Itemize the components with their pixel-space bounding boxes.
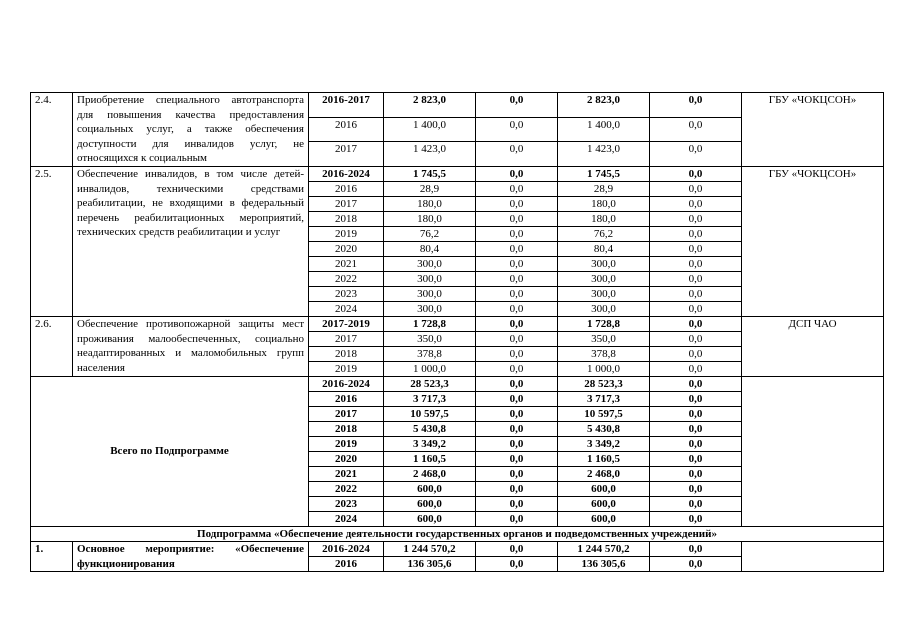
total-amount-cell: 1 400,0 xyxy=(384,117,476,142)
regional-amount-cell: 136 305,6 xyxy=(558,557,650,572)
year-cell: 2016 xyxy=(309,557,384,572)
measure-description: Обеспечение противопожарной защиты мест проживания малообеспеченных, социально неадаптированных и маломобильных групп населения xyxy=(73,316,309,376)
regional-amount-cell: 10 597,5 xyxy=(558,406,650,421)
regional-amount-cell: 300,0 xyxy=(558,271,650,286)
executor-cell-empty xyxy=(742,541,884,571)
federal-amount-cell: 0,0 xyxy=(476,256,558,271)
other-amount-cell: 0,0 xyxy=(650,316,742,331)
federal-amount-cell: 0,0 xyxy=(476,391,558,406)
year-cell: 2018 xyxy=(309,211,384,226)
total-amount-cell: 3 717,3 xyxy=(384,391,476,406)
other-amount-cell: 0,0 xyxy=(650,421,742,436)
other-amount-cell: 0,0 xyxy=(650,166,742,181)
executor-cell-empty xyxy=(742,376,884,526)
measure-description: Обеспечение инвалидов, в том числе детей-инвалидов, техническими средствами реабилитации, не входящими в федеральный перечень реабилитационных мероприятий, технических средств реабилитации и услуг xyxy=(73,166,309,316)
total-amount-cell: 28,9 xyxy=(384,181,476,196)
federal-amount-cell: 0,0 xyxy=(476,196,558,211)
total-amount-cell: 1 244 570,2 xyxy=(384,541,476,556)
total-amount-cell: 600,0 xyxy=(384,511,476,526)
federal-amount-cell: 0,0 xyxy=(476,271,558,286)
regional-amount-cell: 600,0 xyxy=(558,511,650,526)
federal-amount-cell: 0,0 xyxy=(476,436,558,451)
other-amount-cell: 0,0 xyxy=(650,346,742,361)
federal-amount-cell: 0,0 xyxy=(476,361,558,376)
year-cell: 2016 xyxy=(309,391,384,406)
year-cell: 2016 xyxy=(309,181,384,196)
measure-number: 2.5. xyxy=(31,166,73,316)
total-amount-cell: 1 423,0 xyxy=(384,142,476,167)
other-amount-cell: 0,0 xyxy=(650,301,742,316)
federal-amount-cell: 0,0 xyxy=(476,301,558,316)
other-amount-cell: 0,0 xyxy=(650,391,742,406)
other-amount-cell: 0,0 xyxy=(650,436,742,451)
year-cell: 2018 xyxy=(309,346,384,361)
year-cell: 2019 xyxy=(309,436,384,451)
total-amount-cell: 600,0 xyxy=(384,481,476,496)
other-amount-cell: 0,0 xyxy=(650,256,742,271)
total-amount-cell: 3 349,2 xyxy=(384,436,476,451)
other-amount-cell: 0,0 xyxy=(650,226,742,241)
executor-cell: ГБУ «ЧОКЦСОН» xyxy=(742,93,884,167)
regional-amount-cell: 2 823,0 xyxy=(558,93,650,118)
regional-amount-cell: 600,0 xyxy=(558,496,650,511)
year-cell: 2016-2024 xyxy=(309,376,384,391)
total-amount-cell: 1 728,8 xyxy=(384,316,476,331)
total-amount-cell: 1 000,0 xyxy=(384,361,476,376)
total-amount-cell: 5 430,8 xyxy=(384,421,476,436)
total-amount-cell: 1 160,5 xyxy=(384,451,476,466)
regional-amount-cell: 1 160,5 xyxy=(558,451,650,466)
regional-amount-cell: 300,0 xyxy=(558,286,650,301)
federal-amount-cell: 0,0 xyxy=(476,286,558,301)
section-header: Подпрограмма «Обеспечение деятельности государственных органов и подведомственных учреждений» xyxy=(31,526,884,541)
other-amount-cell: 0,0 xyxy=(650,117,742,142)
year-cell: 2022 xyxy=(309,271,384,286)
other-amount-cell: 0,0 xyxy=(650,181,742,196)
regional-amount-cell: 378,8 xyxy=(558,346,650,361)
total-amount-cell: 1 745,5 xyxy=(384,166,476,181)
total-amount-cell: 600,0 xyxy=(384,496,476,511)
other-amount-cell: 0,0 xyxy=(650,406,742,421)
regional-amount-cell: 1 400,0 xyxy=(558,117,650,142)
table-row xyxy=(31,541,884,556)
federal-amount-cell: 0,0 xyxy=(476,481,558,496)
other-amount-cell: 0,0 xyxy=(650,196,742,211)
federal-amount-cell: 0,0 xyxy=(476,541,558,556)
other-amount-cell: 0,0 xyxy=(650,376,742,391)
federal-amount-cell: 0,0 xyxy=(476,211,558,226)
measure-description: Основное мероприятие: «Обеспечение функционирования xyxy=(73,541,309,571)
subprogram-total-label: Всего по Подпрограмме xyxy=(31,376,309,526)
budget-table xyxy=(30,92,884,572)
executor-cell: ГБУ «ЧОКЦСОН» xyxy=(742,166,884,316)
year-cell: 2016-2024 xyxy=(309,166,384,181)
federal-amount-cell: 0,0 xyxy=(476,451,558,466)
regional-amount-cell: 180,0 xyxy=(558,211,650,226)
other-amount-cell: 0,0 xyxy=(650,511,742,526)
federal-amount-cell: 0,0 xyxy=(476,93,558,118)
federal-amount-cell: 0,0 xyxy=(476,181,558,196)
budget-table-body xyxy=(31,93,884,572)
year-cell: 2021 xyxy=(309,466,384,481)
federal-amount-cell: 0,0 xyxy=(476,406,558,421)
other-amount-cell: 0,0 xyxy=(650,142,742,167)
regional-amount-cell: 2 468,0 xyxy=(558,466,650,481)
year-cell: 2017 xyxy=(309,142,384,167)
regional-amount-cell: 1 423,0 xyxy=(558,142,650,167)
federal-amount-cell: 0,0 xyxy=(476,421,558,436)
total-amount-cell: 350,0 xyxy=(384,331,476,346)
total-amount-cell: 180,0 xyxy=(384,211,476,226)
federal-amount-cell: 0,0 xyxy=(476,316,558,331)
total-amount-cell: 300,0 xyxy=(384,286,476,301)
regional-amount-cell: 300,0 xyxy=(558,301,650,316)
year-cell: 2016-2024 xyxy=(309,541,384,556)
year-cell: 2019 xyxy=(309,361,384,376)
federal-amount-cell: 0,0 xyxy=(476,166,558,181)
regional-amount-cell: 1 745,5 xyxy=(558,166,650,181)
federal-amount-cell: 0,0 xyxy=(476,117,558,142)
measure-description: Приобретение специального автотранспорта для повышения качества предоставления социальных услуг, а также обеспечения доступности для инвалидов услуг, не относящихся к социальным xyxy=(73,93,309,167)
federal-amount-cell: 0,0 xyxy=(476,226,558,241)
table-row xyxy=(31,316,884,331)
regional-amount-cell: 80,4 xyxy=(558,241,650,256)
year-cell: 2017 xyxy=(309,196,384,211)
federal-amount-cell: 0,0 xyxy=(476,142,558,167)
other-amount-cell: 0,0 xyxy=(650,286,742,301)
regional-amount-cell: 600,0 xyxy=(558,481,650,496)
regional-amount-cell: 1 244 570,2 xyxy=(558,541,650,556)
total-amount-cell: 80,4 xyxy=(384,241,476,256)
other-amount-cell: 0,0 xyxy=(650,451,742,466)
regional-amount-cell: 28 523,3 xyxy=(558,376,650,391)
year-cell: 2018 xyxy=(309,421,384,436)
total-amount-cell: 28 523,3 xyxy=(384,376,476,391)
regional-amount-cell: 300,0 xyxy=(558,256,650,271)
year-cell: 2020 xyxy=(309,241,384,256)
year-cell: 2016 xyxy=(309,117,384,142)
federal-amount-cell: 0,0 xyxy=(476,466,558,481)
year-cell: 2017 xyxy=(309,406,384,421)
year-cell: 2017-2019 xyxy=(309,316,384,331)
total-amount-cell: 10 597,5 xyxy=(384,406,476,421)
year-cell: 2017 xyxy=(309,331,384,346)
total-amount-cell: 136 305,6 xyxy=(384,557,476,572)
executor-cell: ДСП ЧАО xyxy=(742,316,884,376)
section-row xyxy=(31,526,884,541)
total-amount-cell: 378,8 xyxy=(384,346,476,361)
year-cell: 2016-2017 xyxy=(309,93,384,118)
regional-amount-cell: 180,0 xyxy=(558,196,650,211)
regional-amount-cell: 3 717,3 xyxy=(558,391,650,406)
year-cell: 2023 xyxy=(309,286,384,301)
federal-amount-cell: 0,0 xyxy=(476,331,558,346)
other-amount-cell: 0,0 xyxy=(650,211,742,226)
measure-number: 2.6. xyxy=(31,316,73,376)
table-row xyxy=(31,93,884,118)
regional-amount-cell: 76,2 xyxy=(558,226,650,241)
year-cell: 2020 xyxy=(309,451,384,466)
other-amount-cell: 0,0 xyxy=(650,93,742,118)
regional-amount-cell: 1 000,0 xyxy=(558,361,650,376)
regional-amount-cell: 3 349,2 xyxy=(558,436,650,451)
regional-amount-cell: 350,0 xyxy=(558,331,650,346)
measure-number: 1. xyxy=(31,541,73,571)
federal-amount-cell: 0,0 xyxy=(476,346,558,361)
year-cell: 2021 xyxy=(309,256,384,271)
regional-amount-cell: 5 430,8 xyxy=(558,421,650,436)
year-cell: 2024 xyxy=(309,301,384,316)
other-amount-cell: 0,0 xyxy=(650,271,742,286)
total-amount-cell: 300,0 xyxy=(384,256,476,271)
federal-amount-cell: 0,0 xyxy=(476,376,558,391)
year-cell: 2024 xyxy=(309,511,384,526)
other-amount-cell: 0,0 xyxy=(650,466,742,481)
total-amount-cell: 2 823,0 xyxy=(384,93,476,118)
total-amount-cell: 76,2 xyxy=(384,226,476,241)
year-cell: 2023 xyxy=(309,496,384,511)
federal-amount-cell: 0,0 xyxy=(476,496,558,511)
total-amount-cell: 2 468,0 xyxy=(384,466,476,481)
other-amount-cell: 0,0 xyxy=(650,496,742,511)
total-amount-cell: 300,0 xyxy=(384,271,476,286)
federal-amount-cell: 0,0 xyxy=(476,557,558,572)
other-amount-cell: 0,0 xyxy=(650,541,742,556)
year-cell: 2019 xyxy=(309,226,384,241)
total-amount-cell: 180,0 xyxy=(384,196,476,211)
other-amount-cell: 0,0 xyxy=(650,557,742,572)
total-amount-cell: 300,0 xyxy=(384,301,476,316)
federal-amount-cell: 0,0 xyxy=(476,241,558,256)
other-amount-cell: 0,0 xyxy=(650,481,742,496)
measure-number: 2.4. xyxy=(31,93,73,167)
other-amount-cell: 0,0 xyxy=(650,361,742,376)
total-row xyxy=(31,376,884,391)
federal-amount-cell: 0,0 xyxy=(476,511,558,526)
other-amount-cell: 0,0 xyxy=(650,241,742,256)
table-row xyxy=(31,166,884,181)
other-amount-cell: 0,0 xyxy=(650,331,742,346)
regional-amount-cell: 1 728,8 xyxy=(558,316,650,331)
regional-amount-cell: 28,9 xyxy=(558,181,650,196)
year-cell: 2022 xyxy=(309,481,384,496)
